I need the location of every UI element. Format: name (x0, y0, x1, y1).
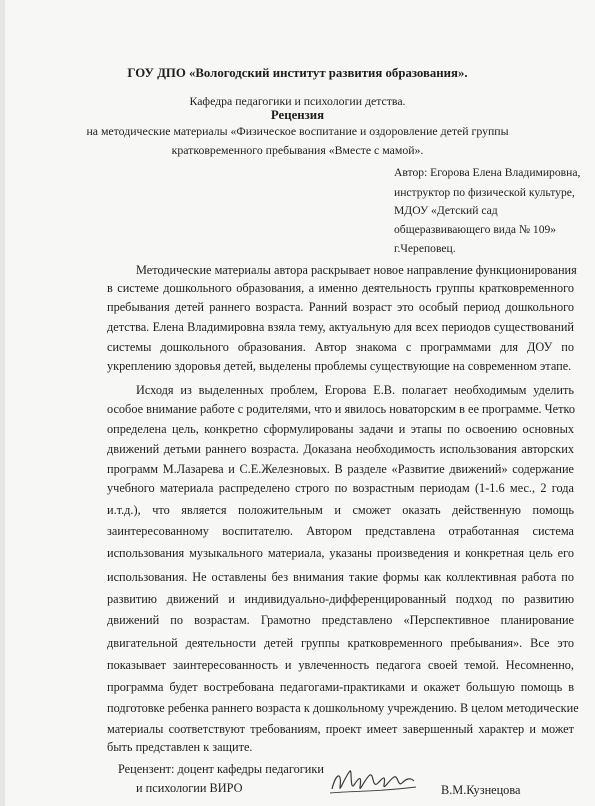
para2-line-1: Исходя из выделенных проблем, Егорова Е.В. полагает необходимым уделить (136, 383, 574, 397)
para2-line-6: учебного материала распределено строго по возрастным периодам (1-1.6 мес., 2 года (107, 481, 574, 495)
subject-line-2: кратковременного пребывания «Вместе с мамой». (171, 143, 424, 157)
para2-line-11: развитию движений и индивидуально-дифференцированный подход по развитию (107, 592, 574, 606)
para2-line-5: программ М.Лазарева и С.Е.Железновых. В разделе «Развитие движений» содержание (107, 462, 574, 476)
para1-line-3: пребывания детей раннего возраста. Ранний возраст это особый период дошкольного (107, 300, 574, 314)
para2-line-17: материалы соответствуют требованиям, проект имеет завершенный характер и может (107, 722, 574, 736)
subject-line-1: на методические материалы «Физическое воспитание и оздоровление детей группы (86, 124, 509, 138)
para2-line-8: заинтересованному воспитателю. Автором представлена отработанная система (107, 524, 574, 538)
reviewer-title: Рецензент: доцент кафедры педагогики (118, 762, 324, 776)
para1-line-6: укреплению здоровья детей, выделены проблемы существующие на современном этапе. (107, 359, 572, 373)
institution-title: ГОУ ДПО «Вологодский институт развития образования». (127, 66, 468, 80)
para1-line-5: системы дошкольного образования. Автор знакома с программами для ДОУ по (107, 340, 574, 354)
para2-line-16: подготовке ребенка раннего возраста к дошкольному учреждению. В целом методические (107, 701, 579, 715)
para2-line-9: использования музыкального материала, указаны произведения и конкретная цель его (107, 546, 574, 560)
para2-line-12: движений по возрастам. Грамотно представлено «Перспективное планирование (107, 613, 574, 627)
author-line-3: МДОУ «Детский сад (394, 204, 498, 217)
para1-line-2: в системе дошкольного образования, а именно деятельность группы кратковременного (107, 281, 574, 295)
author-line-4: общеразвивающего вида № 109» (394, 223, 557, 236)
para2-line-15: программа будет востребована педагогами-практиками и окажет большую помощь в (107, 680, 574, 694)
para2-line-2: особое внимание работе с родителями, что и явилось новаторским в ее программе. Четко (107, 402, 575, 416)
para2-line-7: и.т.д.), что является положительным и сможет оказать действенную помощь (107, 503, 574, 517)
para1-line-4: детства. Елена Владимировна взяла тему, актуальную для всех периодов существований (107, 320, 574, 334)
department-name: Кафедра педагогики и психологии детства. (189, 94, 406, 108)
reviewer-name: В.М.Кузнецова (441, 783, 521, 797)
author-line-1: Автор: Егорова Елена Владимировна, (394, 166, 581, 179)
document-title: Рецензия (270, 108, 325, 122)
author-line-2: инструктор по физической культуре, (394, 186, 575, 199)
reviewer-affiliation: и психологии ВИРО (136, 781, 243, 795)
author-line-5: г.Череповец. (394, 242, 456, 255)
para2-line-3: определена цель, конкретно сформулированы задачи и этапы по освоению основных (107, 422, 574, 436)
para2-line-4: движений детьми раннего возраста. Доказана необходимость использования авторских (107, 442, 574, 456)
para2-line-18: быть представлен к защите. (107, 740, 253, 754)
para2-line-13: двигательной деятельности детей группы кратковременного пребывания». Все это (107, 636, 574, 650)
para2-line-14: показывает заинтересованность и увлеченность педагога своей темой. Несомненно, (107, 658, 574, 672)
para1-line-1: Методические материалы автора раскрывает новое направление функционирования (136, 263, 577, 277)
para2-line-10: использования. Не оставлены без внимания такие формы как коллективная работа по (107, 570, 574, 584)
handwritten-signature (328, 765, 418, 797)
